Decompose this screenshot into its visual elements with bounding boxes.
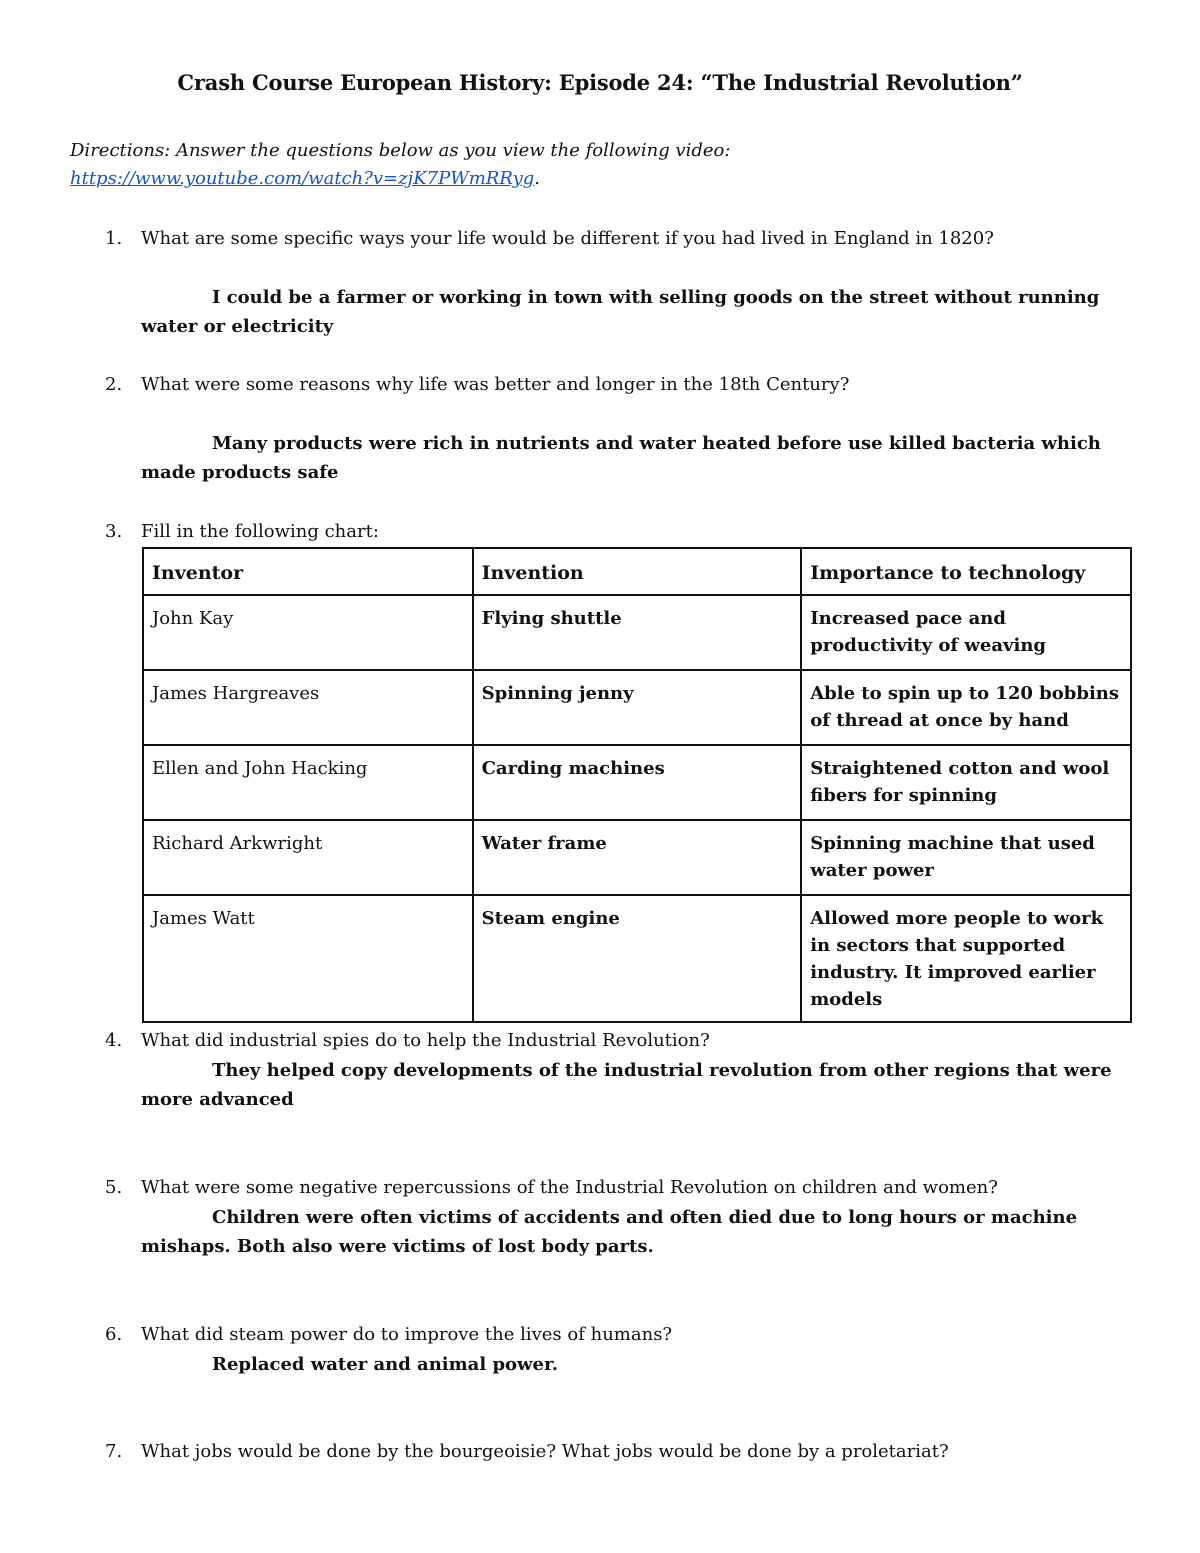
table-row — [143, 745, 1131, 820]
importance-cell: Able to spin up to 120 bobbins of thread at once by hand — [801, 670, 1131, 745]
table-row — [143, 670, 1131, 745]
directions-text: Directions: Answer the questions below as you view the following video: — [70, 140, 731, 161]
answer-2: Many products were rich in nutrients and water heated before use killed bacteria which made products safe — [141, 433, 1101, 483]
question-text: Fill in the following chart: — [141, 521, 379, 542]
invention-cell: Carding machines — [473, 745, 802, 820]
inventor-cell: James Watt — [143, 895, 473, 1022]
question-number: 5. — [105, 1177, 123, 1198]
answer-1: I could be a farmer or working in town with selling goods on the street without running water or electricity — [141, 287, 1100, 337]
page-title: Crash Course European History: Episode 24: “The Industrial Revolution” — [177, 70, 1023, 95]
answer-5: Children were often victims of accidents and often died due to long hours or machine mishaps. Both also were victims of lost body parts. — [141, 1207, 1078, 1257]
inventions-chart — [142, 547, 1132, 1023]
importance-cell: Straightened cotton and wool fibers for spinning — [801, 745, 1131, 820]
question-number: 3. — [105, 521, 123, 542]
answer-6: Replaced water and animal power. — [212, 1354, 559, 1375]
directions — [70, 137, 1130, 193]
header-invention: Invention — [473, 548, 802, 595]
question-number: 7. — [105, 1441, 123, 1462]
inventor-cell: Richard Arkwright — [143, 820, 473, 895]
answer-4: They helped copy developments of the industrial revolution from other regions that were more advanced — [141, 1060, 1112, 1110]
header-inventor: Inventor — [143, 548, 473, 595]
question-number: 2. — [105, 374, 123, 395]
invention-cell: Water frame — [473, 820, 802, 895]
question-number: 6. — [105, 1324, 123, 1345]
question-text: What did industrial spies do to help the Industrial Revolution? — [141, 1030, 710, 1051]
importance-cell: Increased pace and productivity of weaving — [801, 595, 1131, 670]
question-text: What were some reasons why life was better and longer in the 18th Century? — [141, 374, 850, 395]
importance-cell: Spinning machine that used water power — [801, 820, 1131, 895]
chart-header-row — [143, 548, 1131, 595]
invention-cell: Flying shuttle — [473, 595, 802, 670]
table-row — [143, 820, 1131, 895]
importance-cell: Allowed more people to work in sectors that supported industry. It improved earlier models — [801, 895, 1131, 1022]
inventor-cell: Ellen and John Hacking — [143, 745, 473, 820]
header-importance: Importance to technology — [801, 548, 1131, 595]
question-number: 4. — [105, 1030, 123, 1051]
invention-cell: Spinning jenny — [473, 670, 802, 745]
video-link[interactable]: https://www.youtube.com/watch?v=zjK7PWmRRyg — [70, 168, 535, 189]
invention-cell: Steam engine — [473, 895, 802, 1022]
directions-period: . — [534, 168, 540, 189]
table-row — [143, 595, 1131, 670]
question-text: What were some negative repercussions of the Industrial Revolution on children and women? — [141, 1177, 998, 1198]
question-text: What jobs would be done by the bourgeoisie? What jobs would be done by a proletariat? — [141, 1441, 949, 1462]
inventor-cell: James Hargreaves — [143, 670, 473, 745]
question-number: 1. — [105, 228, 123, 249]
question-text: What did steam power do to improve the lives of humans? — [141, 1324, 673, 1345]
table-row — [143, 895, 1131, 1022]
inventor-cell: John Kay — [143, 595, 473, 670]
question-text: What are some specific ways your life would be different if you had lived in England in 1820? — [141, 228, 994, 249]
